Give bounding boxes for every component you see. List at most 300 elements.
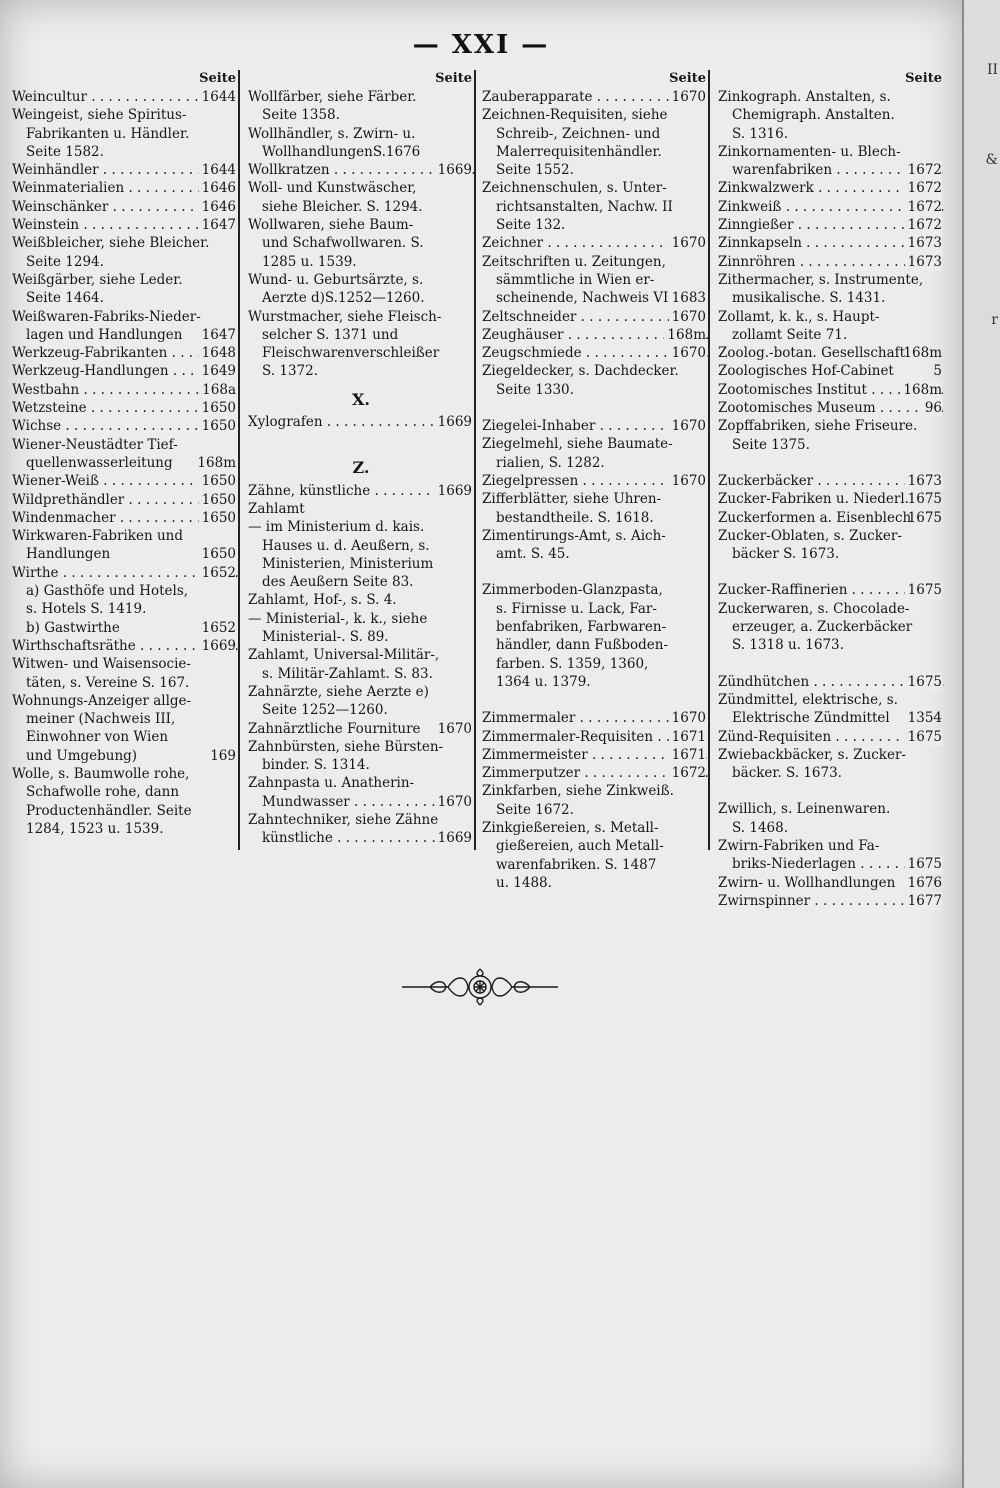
column-header: Seite xyxy=(669,71,706,86)
index-entry-continuation xyxy=(482,454,708,472)
index-entry xyxy=(248,591,474,609)
entry-text: farben. S. 1359, 1360, xyxy=(496,655,649,672)
index-entry-continuation xyxy=(718,545,944,563)
index-entry xyxy=(12,655,238,673)
entry-text: Zimmerputzer . . . xyxy=(482,765,708,781)
index-entry xyxy=(718,308,944,326)
page-reference: 168m xyxy=(900,381,942,399)
entry-text: Zinkfarben, siehe Zinkweiß. xyxy=(482,783,674,800)
page-reference: 1671 xyxy=(669,746,706,764)
index-entry xyxy=(12,106,238,124)
entry-text: Seite 1464. xyxy=(26,290,104,307)
entry-text: Seite 1672. xyxy=(496,801,574,818)
entry-text: amt. S. 45. xyxy=(496,546,570,563)
index-entry-continuation xyxy=(248,573,474,591)
entry-text: Wollwaren, siehe Baum- xyxy=(248,217,414,234)
entry-text: Zinkograph. Anstalten, s. xyxy=(718,89,891,105)
index-entry-continuation xyxy=(12,582,238,600)
entry-text: rialien, S. 1282. xyxy=(496,454,605,471)
index-entry-continuation xyxy=(248,106,474,124)
entry-text: Seite 1330. xyxy=(496,381,574,398)
entry-text: Wurstmacher, siehe Fleisch- xyxy=(248,308,442,325)
index-entry xyxy=(248,179,474,197)
entry-text: Zeltschneider . . . xyxy=(482,309,708,325)
section-letter-heading: X. xyxy=(352,389,370,409)
entry-text: — im Ministerium d. kais. xyxy=(248,519,425,536)
page-reference: 1670 xyxy=(669,88,706,106)
entry-text: S. 1372. xyxy=(262,363,318,380)
strip-mark: & xyxy=(985,152,998,168)
index-entry xyxy=(482,417,708,435)
index-entry xyxy=(12,509,238,527)
page-reference: 1673 xyxy=(905,234,942,252)
entry-text: Wirthschaftsräthe . . . xyxy=(12,638,238,654)
index-entry-continuation xyxy=(12,728,238,746)
entry-text: Zimmermeister . . . xyxy=(482,747,708,763)
page-reference: 96 xyxy=(922,399,942,417)
entry-text: Ministerien, Ministerium xyxy=(262,555,434,572)
entry-text: 1284, 1523 u. 1539. xyxy=(26,820,164,837)
index-entry xyxy=(12,234,238,252)
entry-text: Mundwasser . . . xyxy=(262,794,474,810)
index-entry xyxy=(718,362,944,380)
index-entry xyxy=(718,88,944,106)
entry-text: warenfabriken . . . xyxy=(732,162,944,178)
index-entry xyxy=(482,472,708,490)
index-entry xyxy=(718,472,944,490)
index-entry-continuation xyxy=(12,125,238,143)
page-reference: 168a xyxy=(199,381,236,399)
entry-text: Zimentirungs-Amt, s. Aich- xyxy=(482,527,666,544)
index-entry-continuation xyxy=(718,618,944,636)
entry-text: Zwirnspinner . . . xyxy=(718,893,944,909)
entry-text: Einwohner von Wien xyxy=(26,729,169,746)
index-entry-continuation xyxy=(718,106,944,124)
index-entry xyxy=(718,198,944,216)
entry-text: quellenwasserleitung xyxy=(26,454,173,471)
entry-text: musikalische. S. 1431. xyxy=(732,290,886,307)
index-entry-continuation xyxy=(12,545,238,563)
index-entry xyxy=(482,326,708,344)
entry-text: S. 1318 u. 1673. xyxy=(732,637,844,654)
index-entry xyxy=(248,308,474,326)
index-entry xyxy=(718,527,944,545)
index-column-1 xyxy=(12,70,240,850)
entry-text: Hauses u. d. Aeußern, s. xyxy=(262,537,430,554)
index-entry-continuation xyxy=(718,855,944,873)
entry-text: Zootomisches Institut . . . xyxy=(718,382,944,398)
entry-text: WollhandlungenS.1676 xyxy=(262,143,421,160)
index-entry xyxy=(248,774,474,792)
index-entry xyxy=(12,637,238,655)
entry-text: Zeichnen-Requisiten, siehe xyxy=(482,107,668,124)
entry-text: s. Firnisse u. Lack, Far- xyxy=(496,600,657,617)
entry-text: Zimmerboden-Glanzpasta, xyxy=(482,582,663,599)
spacer xyxy=(718,454,944,472)
index-entry xyxy=(12,564,238,582)
entry-text: Zoologisches Hof-Cabinet xyxy=(718,363,894,380)
entry-text: Wirthe . . . xyxy=(12,565,238,581)
page-reference: 1354 xyxy=(907,710,942,727)
entry-text: Fleischwarenverschleißer xyxy=(262,345,440,362)
index-entry-continuation xyxy=(482,216,708,234)
entry-text: benfabriken, Farbwaren- xyxy=(496,619,667,636)
index-entry xyxy=(482,764,708,782)
entry-text: Wollfärber, siehe Färber. xyxy=(248,89,417,105)
page-reference: 1670 xyxy=(669,234,706,252)
index-entry-continuation xyxy=(12,747,238,765)
page-reference: 1672 xyxy=(905,161,942,179)
index-entry-continuation xyxy=(482,636,708,654)
index-entry xyxy=(718,271,944,289)
entry-text: Westbahn . . . xyxy=(12,382,238,398)
entry-text: Zwirn- u. Wollhandlungen xyxy=(718,874,896,891)
index-entry xyxy=(248,500,474,518)
index-entry xyxy=(718,600,944,618)
index-entry-continuation xyxy=(12,710,238,728)
entry-text: Ministerial-. S. 89. xyxy=(262,629,389,646)
entry-text: Zinkwalzwerk . . . xyxy=(718,180,944,196)
entry-text: Zucker-Oblaten, s. Zucker- xyxy=(718,527,902,544)
entry-text: Schreib-, Zeichnen- und xyxy=(496,125,661,142)
index-entry xyxy=(718,691,944,709)
index-entry xyxy=(718,509,944,527)
entry-text: Seite 1582. xyxy=(26,143,104,160)
index-entry xyxy=(482,179,708,197)
page-reference: 1672 xyxy=(905,198,942,216)
page-reference: 1670 xyxy=(669,709,706,727)
column-header: Seite xyxy=(435,71,472,86)
index-entry xyxy=(248,482,474,500)
page-reference: 1648 xyxy=(199,344,236,362)
page-reference: 1647 xyxy=(199,216,236,234)
entry-text: Weinschänker . . . xyxy=(12,199,238,215)
entry-text: Zimmermaler . . . xyxy=(482,710,708,726)
entry-text: Zünd-Requisiten . . . xyxy=(718,729,944,745)
entry-text: Witwen- und Waisensocie- xyxy=(12,656,191,673)
entry-text: Windenmacher . . . xyxy=(12,510,238,526)
index-entry xyxy=(718,344,944,362)
strip-mark: r xyxy=(991,312,998,328)
index-entry xyxy=(718,417,944,435)
entry-text: Zinnröhren . . . xyxy=(718,254,944,270)
entry-text: und Umgebung) xyxy=(26,747,138,764)
entry-text: Zahnärztliche Fourniture xyxy=(248,720,421,737)
index-entry xyxy=(482,362,708,380)
page-reference: 1675 xyxy=(905,673,942,691)
index-column-4 xyxy=(718,70,944,909)
entry-text: Malerrequisitenhändler. xyxy=(496,143,662,160)
entry-text: Zucker-Fabriken u. Niederl. xyxy=(718,491,909,508)
entry-text: Zeugschmiede . . . xyxy=(482,345,708,361)
ornament-vignette xyxy=(400,965,560,1009)
entry-text: a) Gasthöfe und Hotels, xyxy=(26,583,189,600)
entry-text: Wichse . . . xyxy=(12,418,238,434)
index-entry-continuation xyxy=(482,856,708,874)
index-entry-continuation xyxy=(248,537,474,555)
entry-text: Weingeist, siehe Spiritus- xyxy=(12,107,187,124)
entry-text: Zinnkapseln . . . xyxy=(718,235,944,251)
entry-text: Weißbleicher, siehe Bleicher. xyxy=(12,235,210,252)
page-reference: 1669 xyxy=(435,413,472,431)
page-reference: 1683 xyxy=(671,290,706,307)
entry-text: Zuckerwaren, s. Chocolade- xyxy=(718,600,910,617)
index-entry xyxy=(718,800,944,818)
page-reference: 1672 xyxy=(905,179,942,197)
entry-text: bäcker S. 1673. xyxy=(732,546,840,563)
entry-text: Zwirn-Fabriken und Fa- xyxy=(718,837,880,854)
entry-text: sämmtliche in Wien er- xyxy=(496,271,655,288)
index-entry-continuation xyxy=(248,253,474,271)
entry-text: Weincultur . . . xyxy=(12,89,238,105)
page-reference: 1644 xyxy=(199,161,236,179)
entry-text: Productenhändler. Seite xyxy=(26,802,192,819)
entry-text: b) Gastwirthe xyxy=(26,619,120,636)
entry-text: Ziegeldecker, s. Dachdecker. xyxy=(482,363,679,380)
index-entry-continuation xyxy=(248,362,474,380)
entry-text: Fabrikanten u. Händler. xyxy=(26,125,190,142)
index-entry-continuation xyxy=(718,709,944,727)
entry-text: u. 1488. xyxy=(496,874,552,891)
page-reference: 1652 xyxy=(199,564,236,582)
page-reference: 1673 xyxy=(905,253,942,271)
page-reference: 1649 xyxy=(199,362,236,380)
entry-text: Weißwaren-Fabriks-Nieder- xyxy=(12,308,201,325)
index-entry xyxy=(718,746,944,764)
entry-text: Zifferblätter, siehe Uhren- xyxy=(482,491,662,508)
index-entry xyxy=(718,673,944,691)
entry-text: bestandtheile. S. 1618. xyxy=(496,509,654,526)
entry-text: Zinkornamenten- u. Blech- xyxy=(718,143,901,160)
index-entry xyxy=(718,143,944,161)
index-entry xyxy=(12,765,238,783)
entry-text: scheinende, Nachweis VI xyxy=(496,290,669,307)
spacer xyxy=(482,691,708,709)
index-entry-continuation xyxy=(12,802,238,820)
page-reference: 1672 xyxy=(669,764,706,782)
index-entry xyxy=(248,413,474,431)
entry-text: Weinhändler . . . xyxy=(12,162,238,178)
index-entry xyxy=(12,436,238,454)
index-entry xyxy=(718,892,944,910)
page-reference: 1650 xyxy=(199,491,236,509)
index-entry xyxy=(12,491,238,509)
page-reference: 1675 xyxy=(907,491,942,508)
index-entry xyxy=(12,344,238,362)
entry-text: Ziegelpressen . . . xyxy=(482,473,708,489)
entry-text: Handlungen xyxy=(26,546,111,563)
entry-text: Zähne, künstliche . . . xyxy=(248,483,474,499)
index-entry-continuation xyxy=(482,655,708,673)
index-entry xyxy=(482,782,708,800)
index-entry-continuation xyxy=(12,674,238,692)
index-column-3 xyxy=(482,70,710,891)
entry-text: Elektrische Zündmittel xyxy=(732,710,890,727)
index-entry xyxy=(12,527,238,545)
index-entry-continuation xyxy=(248,326,474,344)
index-entry xyxy=(12,417,238,435)
column-header: Seite xyxy=(905,71,942,86)
index-entry xyxy=(248,683,474,701)
index-entry xyxy=(718,581,944,599)
entry-text: Seite 1294. xyxy=(26,253,104,270)
entry-text: Wirkwaren-Fabriken und xyxy=(12,528,183,545)
entry-text: Zoolog.-botan. Gesellschaft xyxy=(718,345,906,362)
index-entry-continuation xyxy=(482,125,708,143)
page-reference: 1675 xyxy=(905,728,942,746)
index-entry xyxy=(248,125,474,143)
index-entry xyxy=(12,362,238,380)
spacer xyxy=(718,655,944,673)
index-entry xyxy=(12,179,238,197)
entry-text: Xylografen . . . xyxy=(248,414,474,430)
page-reference: 1675 xyxy=(907,509,942,526)
page-reference: 1669 xyxy=(435,161,472,179)
index-entry-continuation xyxy=(12,600,238,618)
index-entry xyxy=(482,234,708,252)
entry-text: Zimmermaler-Requisiten . . . xyxy=(482,729,708,745)
entry-text: Seite 1552. xyxy=(496,162,574,179)
index-entry xyxy=(248,271,474,289)
index-entry-continuation xyxy=(718,819,944,837)
entry-text: Zuckerformen a. Eisenblech xyxy=(718,509,912,526)
entry-text: S. 1468. xyxy=(732,819,788,836)
index-entry xyxy=(718,253,944,271)
index-entry-continuation xyxy=(482,545,708,563)
page-reference: 168m xyxy=(903,345,942,362)
page-reference: 1670 xyxy=(669,417,706,435)
index-entry-continuation xyxy=(248,555,474,573)
page-reference: 1669 xyxy=(435,829,472,847)
page-number: — XXI — xyxy=(412,30,550,60)
index-entry xyxy=(718,490,944,508)
entry-text: Werkzeug-Handlungen . . . xyxy=(12,363,238,379)
entry-text: Zündhütchen . . . xyxy=(718,674,944,690)
adjacent-page-edge xyxy=(962,0,1000,1488)
index-entry xyxy=(482,344,708,362)
entry-text: siehe Bleicher. S. 1294. xyxy=(262,198,423,215)
index-entry xyxy=(248,738,474,756)
index-entry xyxy=(248,161,474,179)
index-entry xyxy=(12,271,238,289)
index-entry-continuation xyxy=(248,628,474,646)
entry-text: Weißgärber, siehe Leder. xyxy=(12,271,183,288)
entry-text: Aerzte d)S.1252—1260. xyxy=(262,290,425,307)
index-entry-continuation xyxy=(12,326,238,344)
page-reference: 168m xyxy=(197,454,236,471)
entry-text: Zinkweiß . . . xyxy=(718,199,944,215)
entry-text: künstliche . . . xyxy=(262,830,474,846)
entry-text: Zahlamt, Universal-Militär-, xyxy=(248,647,440,664)
index-entry xyxy=(718,216,944,234)
index-entry-continuation xyxy=(248,143,474,161)
page-reference: 1670 xyxy=(669,472,706,490)
index-entry-continuation xyxy=(482,801,708,819)
entry-text: Zinkgießereien, s. Metall- xyxy=(482,819,659,836)
entry-text: 1285 u. 1539. xyxy=(262,253,357,270)
index-entry xyxy=(482,746,708,764)
page-reference: 169 xyxy=(210,747,236,764)
entry-text: Zucker-Raffinerien . . . xyxy=(718,582,944,598)
entry-text: Seite 1358. xyxy=(262,107,340,124)
entry-text: meiner (Nachweis III, xyxy=(26,711,176,728)
index-column-2 xyxy=(248,70,476,850)
index-entry-continuation xyxy=(12,289,238,307)
spacer xyxy=(718,563,944,581)
index-entry-continuation xyxy=(482,289,708,307)
entry-text: Weinstein . . . xyxy=(12,217,238,233)
index-entry xyxy=(12,161,238,179)
page-reference: 1650 xyxy=(199,417,236,435)
index-entry xyxy=(482,490,708,508)
page-reference: 1670 xyxy=(669,308,706,326)
entry-text: Wiener-Weiß . . . xyxy=(12,473,238,489)
page-reference: 1650 xyxy=(199,399,236,417)
entry-text: briks-Niederlagen . . . xyxy=(732,856,944,872)
index-entry xyxy=(248,216,474,234)
entry-text: zollamt Seite 71. xyxy=(732,326,848,343)
entry-text: und Schafwollwaren. S. xyxy=(262,235,424,252)
entry-text: Zündmittel, elektrische, s. xyxy=(718,691,898,708)
index-entry-continuation xyxy=(248,198,474,216)
index-entry-continuation xyxy=(718,326,944,344)
index-entry xyxy=(718,728,944,746)
index-entry xyxy=(482,88,708,106)
index-entry xyxy=(248,88,474,106)
page-reference: 1669 xyxy=(435,482,472,500)
entry-text: Seite 1252—1260. xyxy=(262,702,388,719)
entry-text: bäcker. S. 1673. xyxy=(732,765,842,782)
entry-text: Zauberapparate . . . xyxy=(482,89,708,105)
index-entry xyxy=(482,106,708,124)
entry-text: Schafwolle rohe, dann xyxy=(26,784,180,801)
page-reference: 1671 xyxy=(669,728,706,746)
index-entry xyxy=(718,234,944,252)
entry-text: Zahnbürsten, siehe Bürsten- xyxy=(248,738,444,755)
entry-text: selcher S. 1371 und xyxy=(262,326,399,343)
entry-text: Zollamt, k. k., s. Haupt- xyxy=(718,308,880,325)
entry-text: Wollhändler, s. Zwirn- u. xyxy=(248,125,416,142)
index-entry xyxy=(12,472,238,490)
page-reference: 1644 xyxy=(199,88,236,106)
index-entry-continuation xyxy=(482,198,708,216)
index-entry xyxy=(248,646,474,664)
index-entry xyxy=(718,381,944,399)
entry-text: Ziegelmehl, siehe Baumate- xyxy=(482,436,673,453)
index-entry-continuation xyxy=(482,837,708,855)
index-entry-continuation xyxy=(248,344,474,362)
index-entry xyxy=(718,837,944,855)
index-entry xyxy=(248,811,474,829)
entry-text: gießereien, auch Metall- xyxy=(496,838,664,855)
page-reference: 1669 xyxy=(199,637,236,655)
entry-text: — Ministerial-, k. k., siehe xyxy=(248,610,428,627)
page-reference: 1646 xyxy=(199,179,236,197)
page-reference: 168m xyxy=(664,326,706,344)
index-entry xyxy=(482,253,708,271)
index-entry xyxy=(248,518,474,536)
index-entry xyxy=(482,435,708,453)
entry-text: lagen und Handlungen xyxy=(26,326,183,343)
entry-text: Seite 1375. xyxy=(732,436,810,453)
entry-text: Zuckerbäcker . . . xyxy=(718,473,944,489)
index-entry-continuation xyxy=(12,783,238,801)
index-entry xyxy=(718,179,944,197)
index-entry xyxy=(12,198,238,216)
index-entry-continuation xyxy=(12,143,238,161)
page-reference: 1673 xyxy=(905,472,942,490)
index-entry-continuation xyxy=(718,764,944,782)
